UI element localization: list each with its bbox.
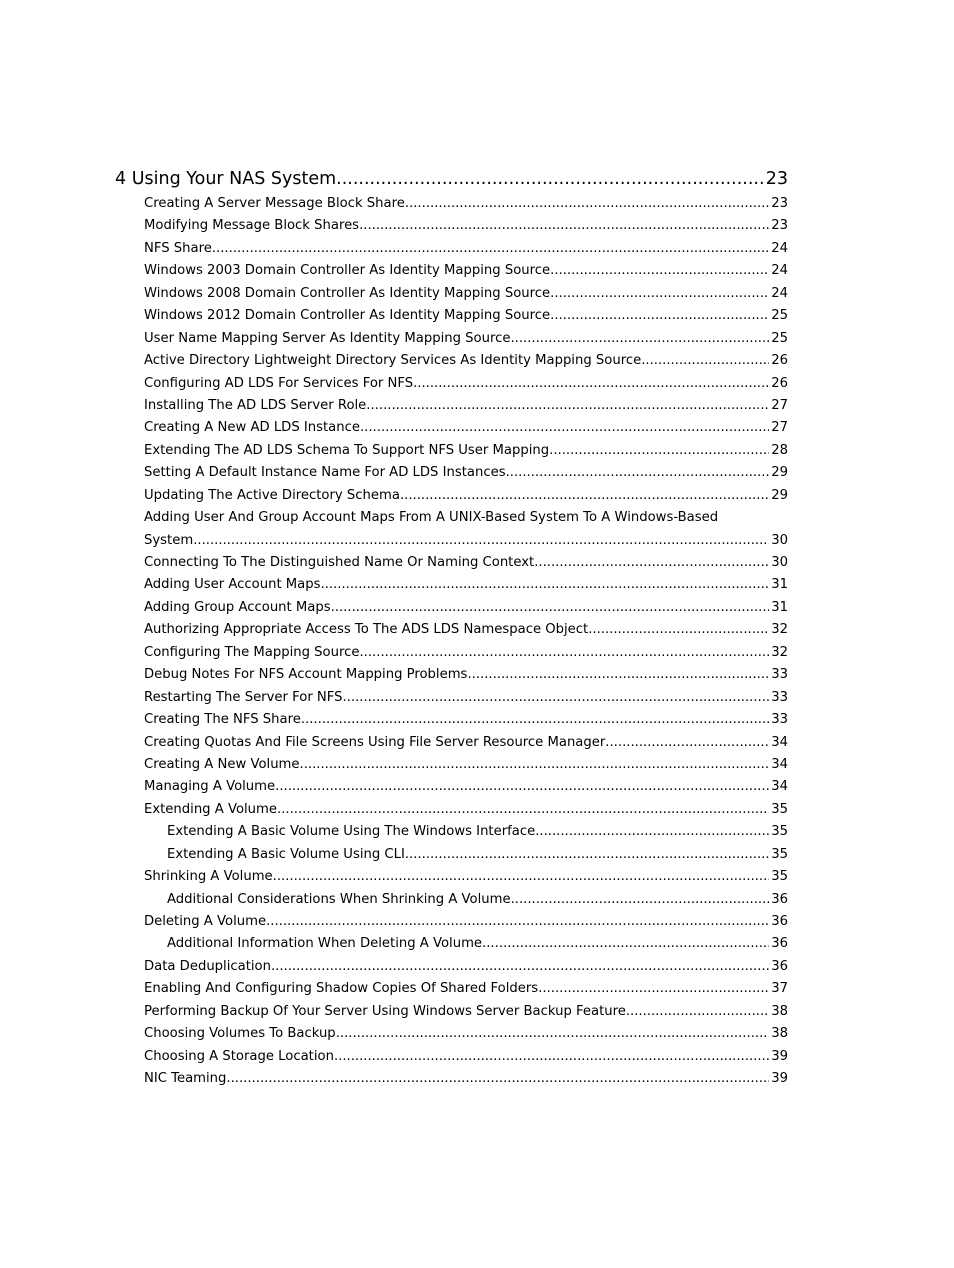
entry-page-number: 38 [771, 1003, 788, 1019]
toc-entry[interactable] [115, 305, 788, 327]
toc-entry[interactable] [115, 1023, 788, 1045]
dot-leader [550, 305, 769, 327]
table-of-contents [115, 166, 788, 1091]
entry-page-number: 36 [771, 891, 788, 907]
dot-leader [336, 166, 764, 192]
dot-leader [334, 1046, 769, 1068]
entry-title: Choosing Volumes To Backup [144, 1026, 336, 1042]
toc-entry[interactable] [115, 799, 788, 821]
dot-leader [482, 933, 769, 955]
entry-page-number: 35 [771, 869, 788, 885]
toc-entry[interactable] [115, 619, 788, 641]
entry-page-number: 34 [771, 779, 788, 795]
entry-page-number: 29 [771, 487, 788, 503]
dot-leader [549, 440, 769, 462]
entry-title: Setting A Default Instance Name For AD LDS Instances [144, 465, 506, 481]
entry-title: Adding User And Group Account Maps From A UNIX-Based System To A Windows-Based [144, 510, 719, 526]
entry-page-number: 36 [771, 936, 788, 952]
entry-page-number: 35 [771, 846, 788, 862]
dot-leader [405, 193, 769, 215]
entry-page-number: 39 [771, 1071, 788, 1087]
toc-subentry[interactable] [115, 844, 788, 866]
toc-entry[interactable] [115, 911, 788, 933]
dot-leader [226, 1068, 769, 1090]
dot-leader [535, 821, 769, 843]
entry-title: Extending The AD LDS Schema To Support NFS User Mapping [144, 442, 550, 458]
toc-entry[interactable] [115, 1068, 788, 1090]
dot-leader [588, 619, 769, 641]
dot-leader [331, 597, 770, 619]
entry-page-number: 31 [771, 599, 788, 615]
dot-leader [550, 283, 769, 305]
entry-page-number: 30 [771, 532, 788, 548]
entry-page-number: 33 [771, 667, 788, 683]
entry-page-number: 26 [771, 375, 788, 391]
dot-leader [510, 328, 769, 350]
entry-title: Additional Information When Deleting A Volume [167, 936, 483, 952]
entry-page-number: 38 [771, 1026, 788, 1042]
entry-title: Debug Notes For NFS Account Mapping Problems [144, 667, 468, 683]
toc-subentry[interactable] [115, 933, 788, 955]
entry-title: Authorizing Appropriate Access To The ADS LDS Namespace Object [144, 622, 589, 638]
toc-entry[interactable] [115, 866, 788, 888]
entry-page-number: 33 [771, 689, 788, 705]
entry-page-number: 24 [771, 285, 788, 301]
toc-entry[interactable] [115, 1046, 788, 1068]
dot-leader [193, 530, 769, 552]
dot-leader [271, 956, 769, 978]
toc-entry[interactable] [115, 238, 788, 260]
entry-title: Adding Group Account Maps [144, 599, 331, 615]
entry-page-number: 34 [771, 734, 788, 750]
toc-entry[interactable] [115, 328, 788, 350]
dot-leader [511, 889, 770, 911]
toc-entry[interactable] [115, 642, 788, 664]
toc-entry[interactable] [115, 709, 788, 731]
entry-page-number: 23 [771, 196, 788, 211]
entry-page-number: 24 [771, 263, 788, 279]
toc-entry[interactable] [115, 687, 788, 709]
toc-subentry[interactable] [115, 889, 788, 911]
dot-leader [550, 260, 769, 282]
entry-title: Updating The Active Directory Schema [144, 487, 400, 503]
dot-leader [467, 664, 769, 686]
entry-page-number: 33 [771, 712, 788, 728]
dot-leader [626, 1001, 769, 1023]
toc-entry[interactable] [115, 485, 788, 507]
entry-title: Creating A New AD LDS Instance [144, 420, 360, 436]
entry-page-number: 25 [771, 330, 788, 346]
dot-leader [605, 732, 769, 754]
entry-title: Creating A New Volume [144, 756, 300, 772]
entry-title: Performing Backup Of Your Server Using Windows Server Backup Feature [144, 1003, 626, 1019]
entry-title: Extending A Basic Volume Using The Windows Interface [167, 824, 536, 840]
toc-entry[interactable] [115, 440, 788, 462]
entry-page-number: 27 [771, 397, 788, 413]
dot-leader [277, 799, 769, 821]
entry-title: Configuring AD LDS For Services For NFS [144, 375, 414, 391]
dot-leader [366, 395, 769, 417]
toc-entry[interactable] [115, 664, 788, 686]
toc-entry[interactable] [115, 754, 788, 776]
entry-page-number: 37 [771, 981, 788, 997]
chapter-page-number: 23 [765, 169, 788, 189]
toc-entry[interactable] [115, 732, 788, 754]
entry-title: Enabling And Configuring Shadow Copies Of Shared Folders [144, 981, 539, 997]
entry-title: Installing The AD LDS Server Role [144, 397, 367, 413]
toc-entry[interactable] [115, 574, 788, 596]
toc-entry[interactable] [115, 776, 788, 798]
entry-title: Adding User Account Maps [144, 577, 321, 593]
toc-entry[interactable] [115, 215, 788, 237]
toc-entry[interactable] [115, 956, 788, 978]
dot-leader [359, 215, 769, 237]
dot-leader [405, 844, 769, 866]
entry-page-number: 35 [771, 801, 788, 817]
entry-page-number: 28 [771, 442, 788, 458]
dot-leader [300, 754, 770, 776]
entry-title: Additional Considerations When Shrinking A Volume [167, 891, 511, 907]
dot-leader [266, 911, 769, 933]
dot-leader [273, 866, 770, 888]
toc-entry[interactable] [115, 373, 788, 395]
toc-entry-wrapped[interactable] [115, 507, 788, 552]
entry-page-number: 26 [771, 353, 788, 369]
entry-title: Data Deduplication [144, 958, 271, 974]
entry-page-number: 34 [771, 756, 788, 772]
entry-title: Restarting The Server For NFS [144, 689, 343, 705]
entry-title: Managing A Volume [144, 779, 276, 795]
dot-leader [301, 709, 769, 731]
dot-leader [360, 417, 769, 439]
toc-entry[interactable] [115, 978, 788, 1000]
dot-leader [506, 462, 770, 484]
entry-page-number: 29 [771, 465, 788, 481]
toc-chapter-entry[interactable] [115, 166, 788, 192]
dot-leader [212, 238, 769, 260]
entry-title: Windows 2003 Domain Controller As Identity Mapping Source [144, 263, 551, 279]
entry-title: Deleting A Volume [144, 914, 267, 929]
entry-title: Connecting To The Distinguished Name Or Naming Context [144, 555, 535, 570]
toc-entry[interactable] [115, 1001, 788, 1023]
entry-title: Modifying Message Block Shares [144, 218, 360, 234]
toc-entry[interactable] [115, 552, 788, 574]
entry-page-number: 32 [771, 622, 788, 638]
toc-entry[interactable] [115, 597, 788, 619]
dot-leader [413, 373, 769, 395]
entry-page-number: 27 [771, 420, 788, 436]
dot-leader [534, 552, 769, 574]
entry-title: NIC Teaming [144, 1071, 227, 1087]
toc-entry[interactable] [115, 462, 788, 484]
entry-page-number: 39 [771, 1048, 788, 1064]
entry-page-number: 23 [771, 218, 788, 234]
entry-title: Creating The NFS Share [144, 712, 301, 728]
dot-leader [538, 978, 769, 1000]
entry-page-number: 25 [771, 308, 788, 324]
entry-page-number: 36 [771, 958, 788, 974]
entry-page-number: 36 [771, 914, 788, 929]
entry-title: Windows 2012 Domain Controller As Identity Mapping Source [144, 308, 551, 324]
entry-title: NFS Share [144, 240, 212, 256]
entry-title: Active Directory Lightweight Directory Services As Identity Mapping Source [144, 353, 642, 369]
toc-subentry[interactable] [115, 821, 788, 843]
entry-title-continued: System [144, 532, 194, 548]
dot-leader [400, 485, 769, 507]
chapter-title: 4 Using Your NAS System [115, 169, 337, 189]
dot-leader [343, 687, 770, 709]
entry-title: Creating A Server Message Block Share [144, 196, 405, 211]
toc-entry[interactable] [115, 417, 788, 439]
entry-page-number: 32 [771, 644, 788, 660]
entry-title: Extending A Volume [144, 801, 277, 817]
entry-title: Extending A Basic Volume Using CLI [167, 846, 405, 862]
entry-page-number: 31 [771, 577, 788, 593]
toc-entry[interactable] [115, 193, 788, 215]
toc-entry[interactable] [115, 350, 788, 372]
dot-leader [641, 350, 769, 372]
entry-title: Configuring The Mapping Source [144, 644, 360, 660]
entry-title: Windows 2008 Domain Controller As Identity Mapping Source [144, 285, 551, 301]
dot-leader [321, 574, 770, 596]
entry-title: Creating Quotas And File Screens Using File Server Resource Manager [144, 734, 606, 750]
toc-entry[interactable] [115, 395, 788, 417]
entry-title: Choosing A Storage Location [144, 1048, 334, 1064]
entry-page-number: 24 [771, 240, 788, 256]
entry-page-number: 30 [771, 555, 788, 570]
entry-title: User Name Mapping Server As Identity Mapping Source [144, 330, 511, 346]
entry-title: Shrinking A Volume [144, 869, 273, 885]
toc-entry[interactable] [115, 283, 788, 305]
toc-entry[interactable] [115, 260, 788, 282]
dot-leader [336, 1023, 770, 1045]
dot-leader [359, 642, 769, 664]
entry-page-number: 35 [771, 824, 788, 840]
dot-leader [275, 776, 769, 798]
